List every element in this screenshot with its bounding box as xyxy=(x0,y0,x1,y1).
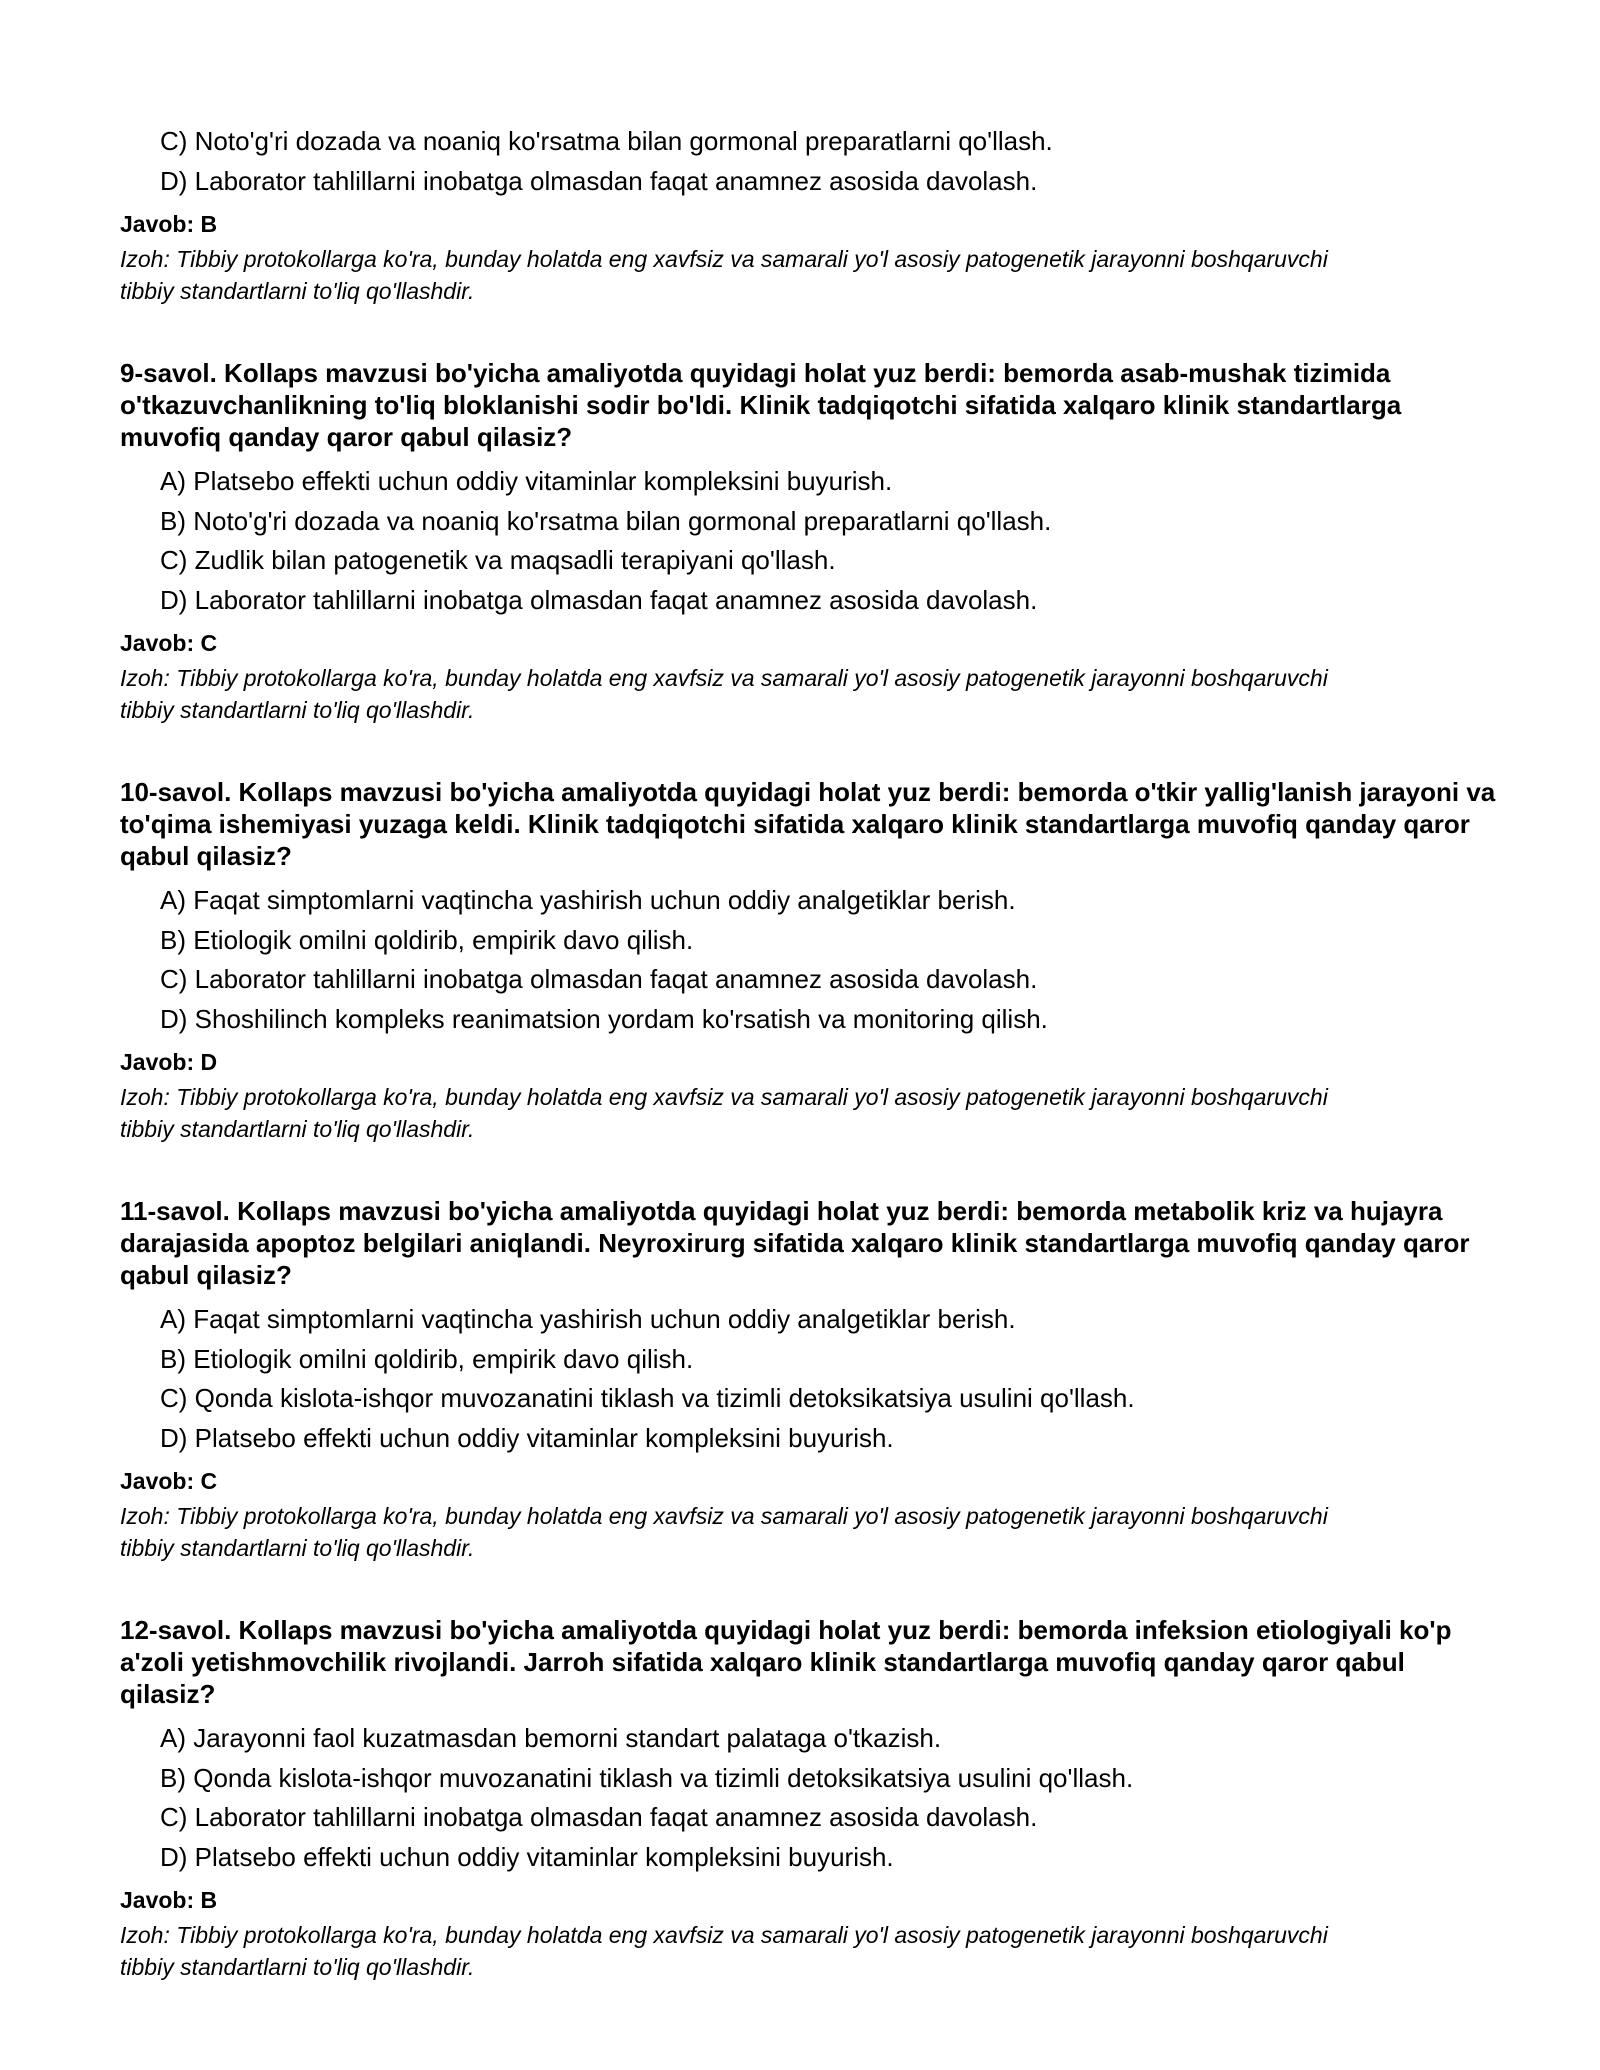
question-block-9 xyxy=(120,357,1500,726)
option-b: B) Etiologik omilni qoldirib, empirik davo qilish. xyxy=(160,924,694,955)
answer-label: Javob: C xyxy=(120,1468,218,1494)
question-8-continuation xyxy=(120,122,1500,307)
option-c: C) Zudlik bilan patogenetik va maqsadli terapiyani qo'llash. xyxy=(160,545,836,575)
option-b: B) Noto'g'ri dozada va noaniq ko'rsatma bilan gormonal preparatlarni qo'llash. xyxy=(160,505,1052,536)
document-page xyxy=(120,122,1500,1983)
options-list xyxy=(120,1300,1500,1458)
explanation-note: Izoh: Tibbiy protokollarga ko'ra, bunday holatda eng xavfsiz va samarali yo'l asosiy patogenetik jarayonni boshqaruvchi tibbiy standartlarni to'liq qo'llashdir. xyxy=(120,1084,1328,1142)
option-d: D) Platsebo effekti uchun oddiy vitaminlar kompleksini buyurish. xyxy=(160,1841,894,1872)
option-a: A) Faqat simptomlarni vaqtincha yashirish uchun oddiy analgetiklar berish. xyxy=(160,885,1016,915)
explanation-note: Izoh: Tibbiy protokollarga ko'ra, bunday holatda eng xavfsiz va samarali yo'l asosiy patogenetik jarayonni boshqaruvchi tibbiy standartlarni to'liq qo'llashdir. xyxy=(120,246,1328,304)
question-block-11 xyxy=(120,1195,1500,1564)
explanation-note: Izoh: Tibbiy protokollarga ko'ra, bunday holatda eng xavfsiz va samarali yo'l asosiy patogenetik jarayonni boshqaruvchi tibbiy standartlarni to'liq qo'llashdir. xyxy=(120,1503,1328,1561)
answer-label: Javob: B xyxy=(120,1887,218,1913)
option-a: A) Platsebo effekti uchun oddiy vitaminlar kompleksini buyurish. xyxy=(160,466,893,496)
question-text: 12-savol. Kollaps mavzusi bo'yicha amaliyotda quyidagi holat yuz berdi: bemorda infeksion etiologiyali ko'p a'zoli yetishmovchilik rivojlandi. Jarroh sifatida xalqaro klinik standartlarga muvofiq qanday qaror qabul qilasiz? xyxy=(120,1615,1452,1709)
option-d: D) Platsebo effekti uchun oddiy vitaminlar kompleksini buyurish. xyxy=(160,1422,894,1453)
options-list xyxy=(120,122,1500,201)
option-a: A) Jarayonni faol kuzatmasdan bemorni standart palataga o'tkazish. xyxy=(160,1723,942,1753)
question-text: 11-savol. Kollaps mavzusi bo'yicha amaliyotda quyidagi holat yuz berdi: bemorda metabolik kriz va hujayra darajasida apoptoz belgilari aniqlandi. Neyroxirurg sifatida xalqaro klinik standartlarga muvofiq qanday qaror qabul qilasiz? xyxy=(120,1196,1470,1290)
options-list xyxy=(120,462,1500,620)
answer-label: Javob: C xyxy=(120,630,218,656)
options-list xyxy=(120,1719,1500,1877)
option-a: A) Faqat simptomlarni vaqtincha yashirish uchun oddiy analgetiklar berish. xyxy=(160,1304,1016,1334)
option-d: D) Laborator tahlillarni inobatga olmasdan faqat anamnez asosida davolash. xyxy=(160,584,1038,615)
option-b: B) Qonda kislota-ishqor muvozanatini tiklash va tizimli detoksikatsiya usulini qo'llash. xyxy=(160,1762,1134,1793)
question-text: 10-savol. Kollaps mavzusi bo'yicha amaliyotda quyidagi holat yuz berdi: bemorda o'tkir yallig'lanish jarayoni va to'qima ishemiyasi yuzaga keldi. Klinik tadqiqotchi sifatida xalqaro klinik standartlarga muvofiq qanday qaror qabul qilasiz? xyxy=(120,777,1496,871)
question-block-10 xyxy=(120,776,1500,1145)
options-list xyxy=(120,881,1500,1039)
option-b: B) Etiologik omilni qoldirib, empirik davo qilish. xyxy=(160,1343,694,1374)
question-text: 9-savol. Kollaps mavzusi bo'yicha amaliyotda quyidagi holat yuz berdi: bemorda asab-mushak tizimida o'tkazuvchanlikning to'liq bloklanishi sodir bo'ldi. Klinik tadqiqotchi sifatida xalqaro klinik standartlarga muvofiq qanday qaror qabul qilasiz? xyxy=(120,358,1402,452)
option-d: D) Laborator tahlillarni inobatga olmasdan faqat anamnez asosida davolash. xyxy=(160,165,1038,196)
explanation-note: Izoh: Tibbiy protokollarga ko'ra, bunday holatda eng xavfsiz va samarali yo'l asosiy patogenetik jarayonni boshqaruvchi tibbiy standartlarni to'liq qo'llashdir. xyxy=(120,1922,1328,1980)
option-c: C) Qonda kislota-ishqor muvozanatini tiklash va tizimli detoksikatsiya usulini qo'llash. xyxy=(160,1383,1135,1413)
option-c: C) Laborator tahlillarni inobatga olmasdan faqat anamnez asosida davolash. xyxy=(160,964,1038,994)
option-d: D) Shoshilinch kompleks reanimatsion yordam ko'rsatish va monitoring qilish. xyxy=(160,1003,1048,1034)
option-c: C) Laborator tahlillarni inobatga olmasdan faqat anamnez asosida davolash. xyxy=(160,1802,1038,1832)
explanation-note: Izoh: Tibbiy protokollarga ko'ra, bunday holatda eng xavfsiz va samarali yo'l asosiy patogenetik jarayonni boshqaruvchi tibbiy standartlarni to'liq qo'llashdir. xyxy=(120,665,1328,723)
answer-label: Javob: D xyxy=(120,1049,218,1075)
question-block-12 xyxy=(120,1614,1500,1983)
answer-label: Javob: B xyxy=(120,211,218,237)
option-c: C) Noto'g'ri dozada va noaniq ko'rsatma bilan gormonal preparatlarni qo'llash. xyxy=(160,126,1053,156)
